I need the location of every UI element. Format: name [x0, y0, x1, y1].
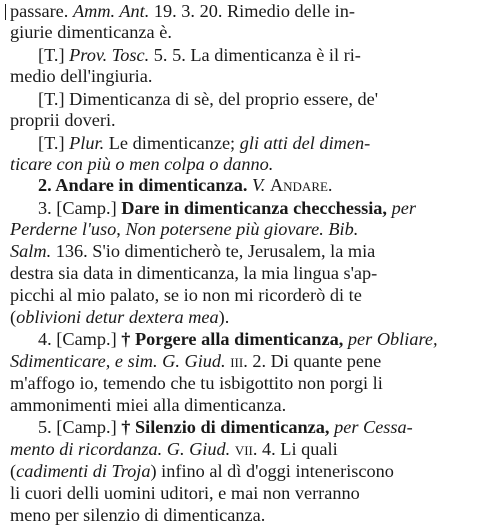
text-line	[10, 153, 479, 175]
text-line	[10, 394, 479, 416]
text-run: Andare.	[269, 175, 333, 195]
text-run: medio dell'ingiuria.	[10, 66, 153, 86]
text-line	[10, 460, 479, 482]
text-run: li cuori delli uomini uditori, e mai non verranno	[10, 483, 360, 503]
text-line	[38, 88, 479, 110]
text-run: ticare con più o men colpa o danno.	[10, 154, 274, 174]
text-line	[10, 284, 479, 306]
text-run: Le dimenticanze;	[104, 133, 240, 153]
text-line	[10, 504, 479, 526]
margin-rule	[5, 4, 6, 20]
text-run: [T.] Dimenticanza di sè, del proprio essere, de'	[38, 89, 379, 109]
text-run: (	[10, 461, 17, 481]
text-run: Bib.	[328, 219, 359, 239]
text-run: 5. 5. La dimenticanza è il ri-	[149, 45, 361, 65]
text-line	[38, 174, 479, 196]
text-line	[10, 0, 479, 22]
text-run: † Silenzio di dimenticanza,	[121, 417, 330, 437]
text-run: ) infino al dì d'oggi inteneriscono	[150, 461, 394, 481]
text-run: ).	[218, 307, 230, 327]
text-run: per Obliare,	[347, 329, 438, 349]
text-run: (	[10, 307, 17, 327]
text-run: per Cessa-	[334, 417, 413, 437]
text-run: gli atti del dimen-	[239, 133, 371, 153]
text-run: destra sia data in dimenticanza, la mia lingua s'ap-	[10, 263, 378, 283]
text-run: meno per silenzio di dimenticanza.	[10, 505, 266, 525]
text-line	[10, 372, 479, 394]
text-run: 136. S'io dimenticherò te, Jerusalem, la mia	[51, 241, 376, 261]
text-run: passare.	[10, 1, 73, 21]
text-run: G. Giud.	[162, 351, 226, 371]
text-line	[10, 218, 479, 240]
text-run: ,	[116, 219, 126, 239]
text-line	[10, 438, 479, 460]
text-run: vii.	[234, 439, 258, 459]
text-run: Plur.	[69, 133, 105, 153]
text-line	[10, 109, 479, 131]
text-line	[38, 328, 479, 350]
text-run: 4. [Camp.]	[38, 329, 122, 349]
text-line	[10, 306, 479, 328]
text-line	[38, 416, 479, 438]
text-run: mento di ricordanza.	[10, 439, 163, 459]
text-run: picchi al mio palato, se io non mi ricorderò di te	[10, 285, 362, 305]
text-run: G. Giud.	[166, 439, 231, 459]
text-run: Prov. Tosc.	[69, 45, 150, 65]
text-run: [T.]	[38, 133, 70, 153]
text-run: per	[391, 198, 416, 218]
text-run: Dare in dimenticanza checchessia,	[121, 198, 387, 218]
text-run: ammonimenti miei alla dimenticanza.	[10, 395, 287, 415]
text-run: 3. [Camp.]	[38, 198, 122, 218]
text-line	[38, 44, 479, 66]
text-line	[10, 350, 479, 372]
text-run: 19. 3. 20. Rimedio delle in-	[149, 1, 355, 21]
text-line	[10, 482, 479, 504]
text-run: m'affogo io, temendo che tu isbigottito non porgi li	[10, 373, 383, 393]
text-line	[10, 262, 479, 284]
text-run: Sdimenticare, e sim.	[10, 351, 158, 371]
text-run: [T.]	[38, 45, 70, 65]
text-run: Non potersene più giovare.	[125, 219, 324, 239]
text-run: Perderne l'uso	[10, 219, 117, 239]
text-run: 2. Andare in dimenticanza.	[38, 175, 248, 195]
text-line	[10, 65, 479, 87]
text-run: Salm.	[10, 241, 52, 261]
text-run: Amm. Ant.	[72, 1, 150, 21]
text-run: proprii doveri.	[10, 110, 116, 130]
text-run: 5. [Camp.]	[38, 417, 122, 437]
text-run: † Porgere alla dimenticanza,	[121, 329, 344, 349]
text-run: 4. Li quali	[257, 439, 338, 459]
text-line	[10, 21, 479, 43]
text-line	[38, 197, 479, 219]
text-run: giurie dimenticanza è.	[10, 22, 172, 42]
text-run: iii.	[230, 351, 248, 371]
text-line	[10, 240, 479, 262]
text-line	[38, 132, 479, 154]
text-run: cadimenti di Troja	[16, 461, 151, 481]
text-run: V.	[251, 175, 266, 195]
text-run: oblivioni detur dextera mea	[16, 307, 219, 327]
text-run: 2. Di quante pene	[247, 351, 382, 371]
